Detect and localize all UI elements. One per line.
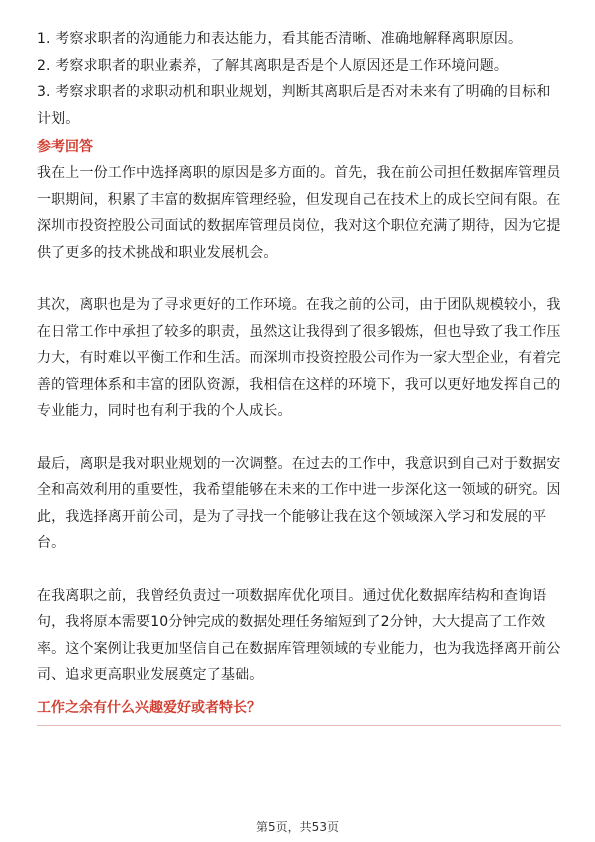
next-question-heading: 工作之余有什么兴趣爱好或者特长？	[37, 699, 261, 716]
answer-paragraph-1: 我在上一份工作中选择离职的原因是多方面的。首先，我在前公司担任数据库管理员一职期间，积累了丰富的数据库管理经验，但发现自己在技术上的成长空间有限。在深圳市投资控股公司面试的数据库管理员岗位，我对这个职位充满了期待，因为它提供了更多的技术挑战和职业发展机会。	[37, 165, 561, 261]
question-divider	[37, 725, 561, 726]
page-number-footer: 第5页，共53页	[256, 820, 339, 834]
document-page	[37, 26, 561, 726]
paragraph-gap	[37, 425, 561, 451]
evaluation-point-1: 1. 考察求职者的沟通能力和表达能力，看其能否清晰、准确地解释离职原因。	[37, 31, 523, 47]
evaluation-point-2: 2. 考察求职者的职业素养，了解其离职是否是个人原因还是工作环境问题。	[37, 57, 509, 74]
paragraph-gap	[37, 557, 561, 583]
evaluation-point-3: 3. 考察求职者的求职动机和职业规划，判断其离职后是否对未来有了明确的目标和计划。	[37, 84, 551, 127]
answer-paragraph-4: 在我离职之前，我曾经负责过一项数据库优化项目。通过优化数据库结构和查询语句，我将原本需要10分钟完成的数据处理任务缩短到了2分钟，大大提高了工作效率。这个案例让我更加坚信自己在数据库管理领域的专业能力，也为我选择离开前公司、追求更高职业发展奠定了基础。	[37, 587, 561, 683]
answer-paragraph-2: 其次，离职也是为了寻求更好的工作环境。在我之前的公司，由于团队规模较小，我在日常工作中承担了较多的职责，虽然这让我得到了很多锻炼，但也导致了我工作压力大，有时难以平衡工作和生活。而深圳市投资控股公司作为一家大型企业，有着完善的管理体系和丰富的团队资源，我相信在这样的环境下，我可以更好地发挥自己的专业能力，同时也有利于我的个人成长。	[37, 297, 561, 419]
paragraph-gap	[37, 266, 561, 292]
answer-paragraph-3: 最后，离职是我对职业规划的一次调整。在过去的工作中，我意识到自己对于数据安全和高效利用的重要性，我希望能够在未来的工作中进一步深化这一领域的研究。因此，我选择离开前公司，是为了寻找一个能够让我在这个领域深入学习和发展的平台。	[37, 455, 561, 551]
answer-heading: 参考回答	[37, 139, 93, 155]
